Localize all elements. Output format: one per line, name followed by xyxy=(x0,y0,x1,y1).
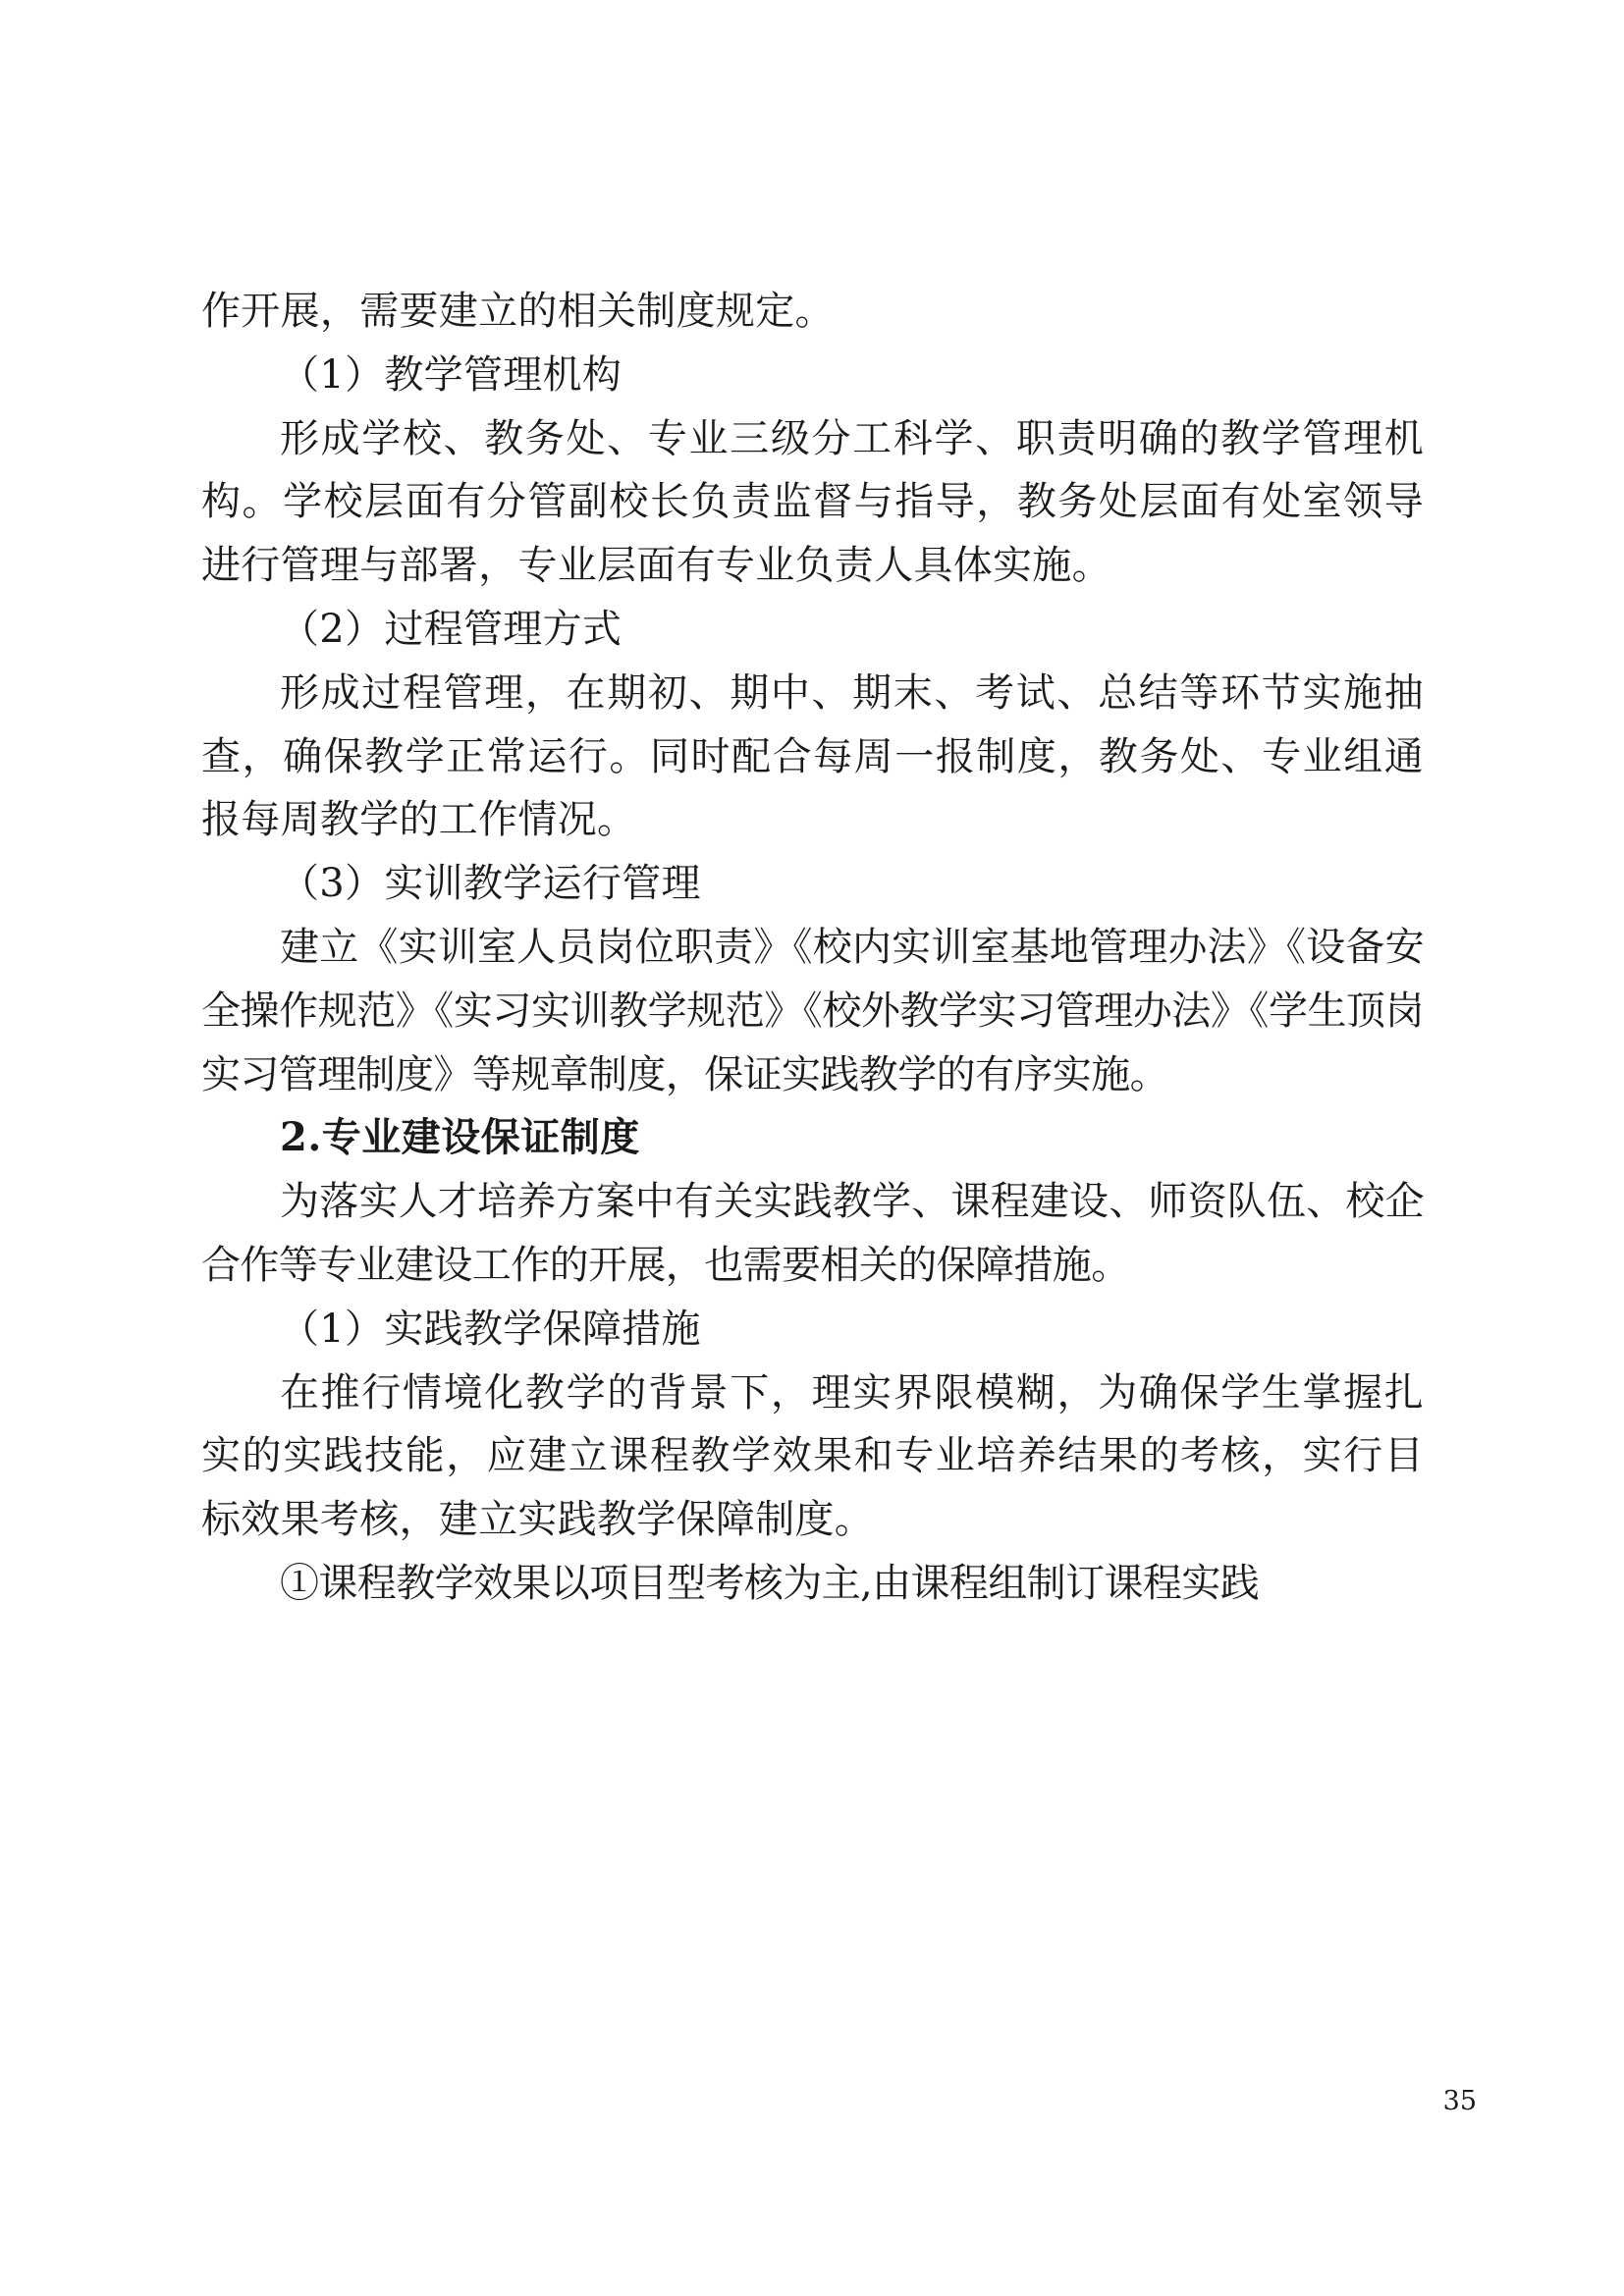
paragraph-continuation: 作开展，需要建立的相关制度规定。 xyxy=(201,289,835,334)
page-number: 35 xyxy=(1442,2086,1477,2116)
paragraph-sub-1-title: （1）实践教学保障措施 xyxy=(280,1306,701,1352)
paragraph-item-3-body: 建立《实训室人员岗位职责》《校内实训室基地管理办法》《设备安全操作规范》《实习实训教学规范》《校外教学实习管理办法》《学生顶岗实习管理制度》等规章制度，保证实践教学的有序实施。 xyxy=(201,924,1424,1097)
heading-section-2: 2.专业建设保证制度 xyxy=(280,1114,640,1161)
paragraph-item-3-title: （3）实训教学运行管理 xyxy=(280,861,701,907)
paragraph-item-2-title: （2）过程管理方式 xyxy=(280,606,623,652)
paragraph-item-1-title: （1）教学管理机构 xyxy=(280,351,623,398)
paragraph-sub-1-body: 在推行情境化教学的背景下，理实界限模糊，为确保学生掌握扎实的实践技能，应建立课程教学效果和专业培养结果的考核，实行目标效果考核，建立实践教学保障制度。 xyxy=(201,1369,1424,1543)
paragraph-section-2-body: 为落实人才培养方案中有关实践教学、课程建设、师资队伍、校企合作等专业建设工作的开展，也需要相关的保障措施。 xyxy=(201,1179,1424,1288)
paragraph-item-1-body: 形成学校、教务处、专业三级分工科学、职责明确的教学管理机构。学校层面有分管副校长负责监督与指导，教务处层面有处室领导进行管理与部署，专业层面有专业负责人具体实施。 xyxy=(201,415,1424,589)
page-body xyxy=(201,280,1424,1616)
paragraph-item-2-body: 形成过程管理，在期初、期中、期末、考试、总结等环节实施抽查，确保教学正常运行。同时配合每周一报制度，教务处、专业组通报每周教学的工作情况。 xyxy=(201,669,1424,843)
paragraph-sub-1-item-a: ①课程教学效果以项目型考核为主,由课程组制订课程实践 xyxy=(280,1560,1260,1606)
